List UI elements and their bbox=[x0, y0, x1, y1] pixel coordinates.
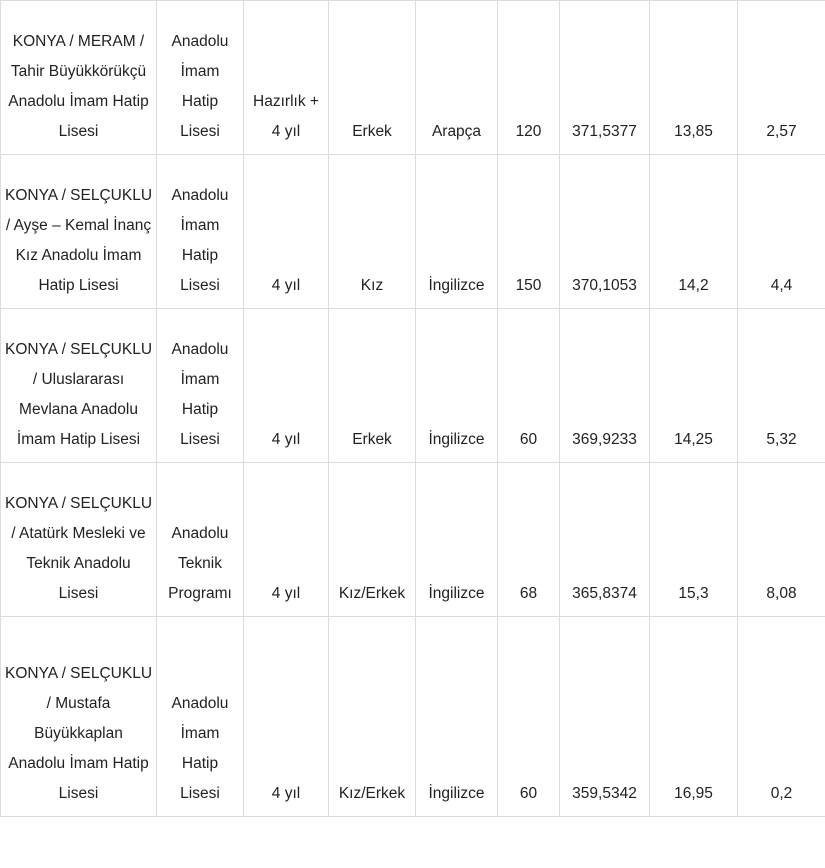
language-cell: İngilizce bbox=[416, 309, 498, 463]
school-type-cell: Anadolu İmam Hatip Lisesi bbox=[157, 309, 244, 463]
table-row bbox=[1, 463, 825, 617]
extra-value-cell: 5,32 bbox=[738, 309, 825, 463]
gender-cell: Kız bbox=[329, 155, 416, 309]
duration-cell: 4 yıl bbox=[244, 617, 329, 817]
gender-cell: Erkek bbox=[329, 1, 416, 155]
language-cell: İngilizce bbox=[416, 463, 498, 617]
extra-value-cell: 0,2 bbox=[738, 617, 825, 817]
language-cell: Arapça bbox=[416, 1, 498, 155]
duration-cell: 4 yıl bbox=[244, 309, 329, 463]
gender-cell: Kız/Erkek bbox=[329, 463, 416, 617]
extra-value-cell: 8,08 bbox=[738, 463, 825, 617]
school-type-cell: Anadolu İmam Hatip Lisesi bbox=[157, 155, 244, 309]
school-type-cell: Anadolu Teknik Programı bbox=[157, 463, 244, 617]
percentile-cell: 16,95 bbox=[650, 617, 738, 817]
duration-cell: 4 yıl bbox=[244, 463, 329, 617]
quota-cell: 60 bbox=[498, 617, 560, 817]
school-name-cell: KONYA / MERAM / Tahir Büyükkörükçü Anadolu İmam Hatip Lisesi bbox=[1, 1, 157, 155]
percentile-cell: 15,3 bbox=[650, 463, 738, 617]
percentile-cell: 14,25 bbox=[650, 309, 738, 463]
duration-cell: 4 yıl bbox=[244, 155, 329, 309]
extra-value-cell: 2,57 bbox=[738, 1, 825, 155]
school-name-cell: KONYA / SELÇUKLU / Uluslararası Mevlana Anadolu İmam Hatip Lisesi bbox=[1, 309, 157, 463]
school-name-cell: KONYA / SELÇUKLU / Mustafa Büyükkaplan Anadolu İmam Hatip Lisesi bbox=[1, 617, 157, 817]
school-type-cell: Anadolu İmam Hatip Lisesi bbox=[157, 1, 244, 155]
duration-cell: Hazırlık + 4 yıl bbox=[244, 1, 329, 155]
score-cell: 371,5377 bbox=[560, 1, 650, 155]
school-type-cell: Anadolu İmam Hatip Lisesi bbox=[157, 617, 244, 817]
table-row bbox=[1, 617, 825, 817]
score-cell: 365,8374 bbox=[560, 463, 650, 617]
table-row bbox=[1, 309, 825, 463]
score-cell: 359,5342 bbox=[560, 617, 650, 817]
quota-cell: 150 bbox=[498, 155, 560, 309]
table-row bbox=[1, 1, 825, 155]
percentile-cell: 14,2 bbox=[650, 155, 738, 309]
extra-value-cell: 4,4 bbox=[738, 155, 825, 309]
table-row bbox=[1, 155, 825, 309]
gender-cell: Erkek bbox=[329, 309, 416, 463]
language-cell: İngilizce bbox=[416, 617, 498, 817]
school-name-cell: KONYA / SELÇUKLU / Atatürk Mesleki ve Teknik Anadolu Lisesi bbox=[1, 463, 157, 617]
score-cell: 370,1053 bbox=[560, 155, 650, 309]
school-name-cell: KONYA / SELÇUKLU / Ayşe – Kemal İnanç Kız Anadolu İmam Hatip Lisesi bbox=[1, 155, 157, 309]
quota-cell: 120 bbox=[498, 1, 560, 155]
quota-cell: 60 bbox=[498, 309, 560, 463]
language-cell: İngilizce bbox=[416, 155, 498, 309]
gender-cell: Kız/Erkek bbox=[329, 617, 416, 817]
score-cell: 369,9233 bbox=[560, 309, 650, 463]
quota-cell: 68 bbox=[498, 463, 560, 617]
percentile-cell: 13,85 bbox=[650, 1, 738, 155]
